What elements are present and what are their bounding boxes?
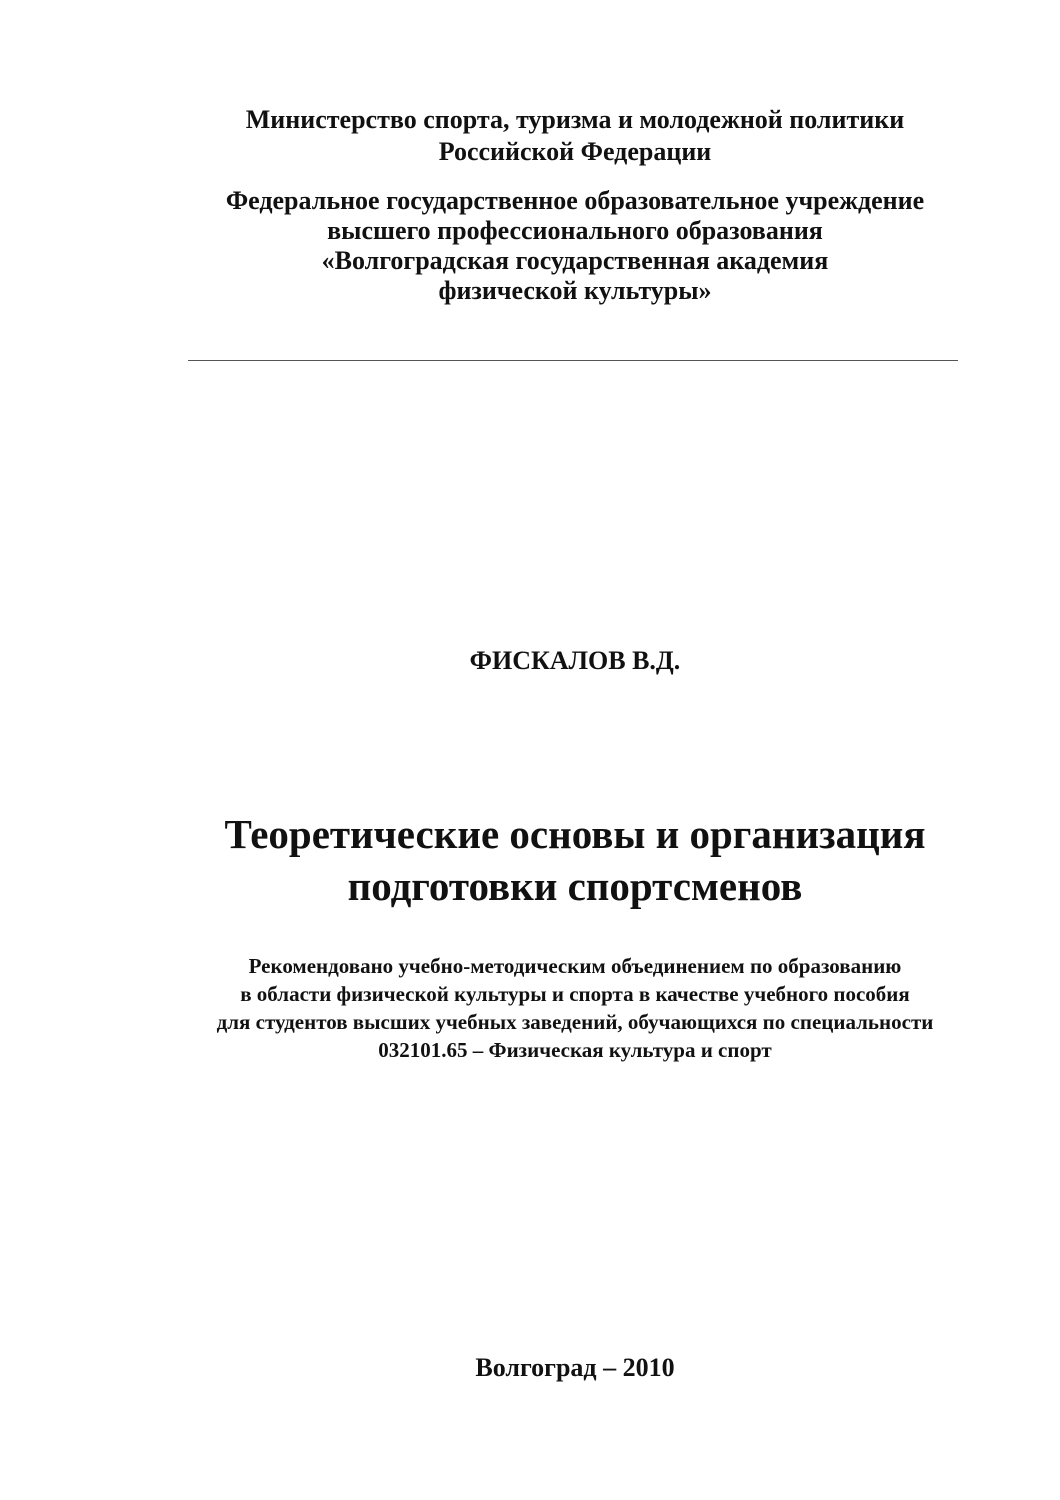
ministry-line: Министерство спорта, туризма и молодежной политики [245, 105, 905, 134]
recommendation-line: в области физической культуры и спорта в качестве учебного пособия [240, 982, 910, 1006]
ministry-heading [0, 104, 1060, 168]
document-title [0, 808, 1060, 912]
recommendation-line: 032101.65 – Физическая культура и спорт [378, 1038, 772, 1062]
institution-heading [0, 186, 1060, 306]
institution-line: высшего профессионального образования [327, 216, 823, 245]
title-line: подготовки спортсменов [347, 863, 803, 909]
recommendation-line: для студентов высших учебных заведений, обучающихся по специальности [216, 1010, 934, 1034]
ministry-line: Российской Федерации [438, 137, 712, 166]
city-year: Волгоград – 2010 [475, 1353, 675, 1382]
recommendation-line: Рекомендовано учебно-методическим объединением по образованию [248, 954, 902, 978]
institution-line: физической культуры» [438, 276, 712, 305]
institution-line: «Волгоградская государственная академия [321, 246, 829, 275]
title-line: Теоретические основы и организация [224, 811, 926, 857]
recommendation-text [0, 952, 1060, 1064]
institution-line: Федеральное государственное образовательное учреждение [225, 186, 925, 215]
author-name: ФИСКАЛОВ В.Д. [469, 646, 681, 675]
header-divider [188, 360, 958, 361]
